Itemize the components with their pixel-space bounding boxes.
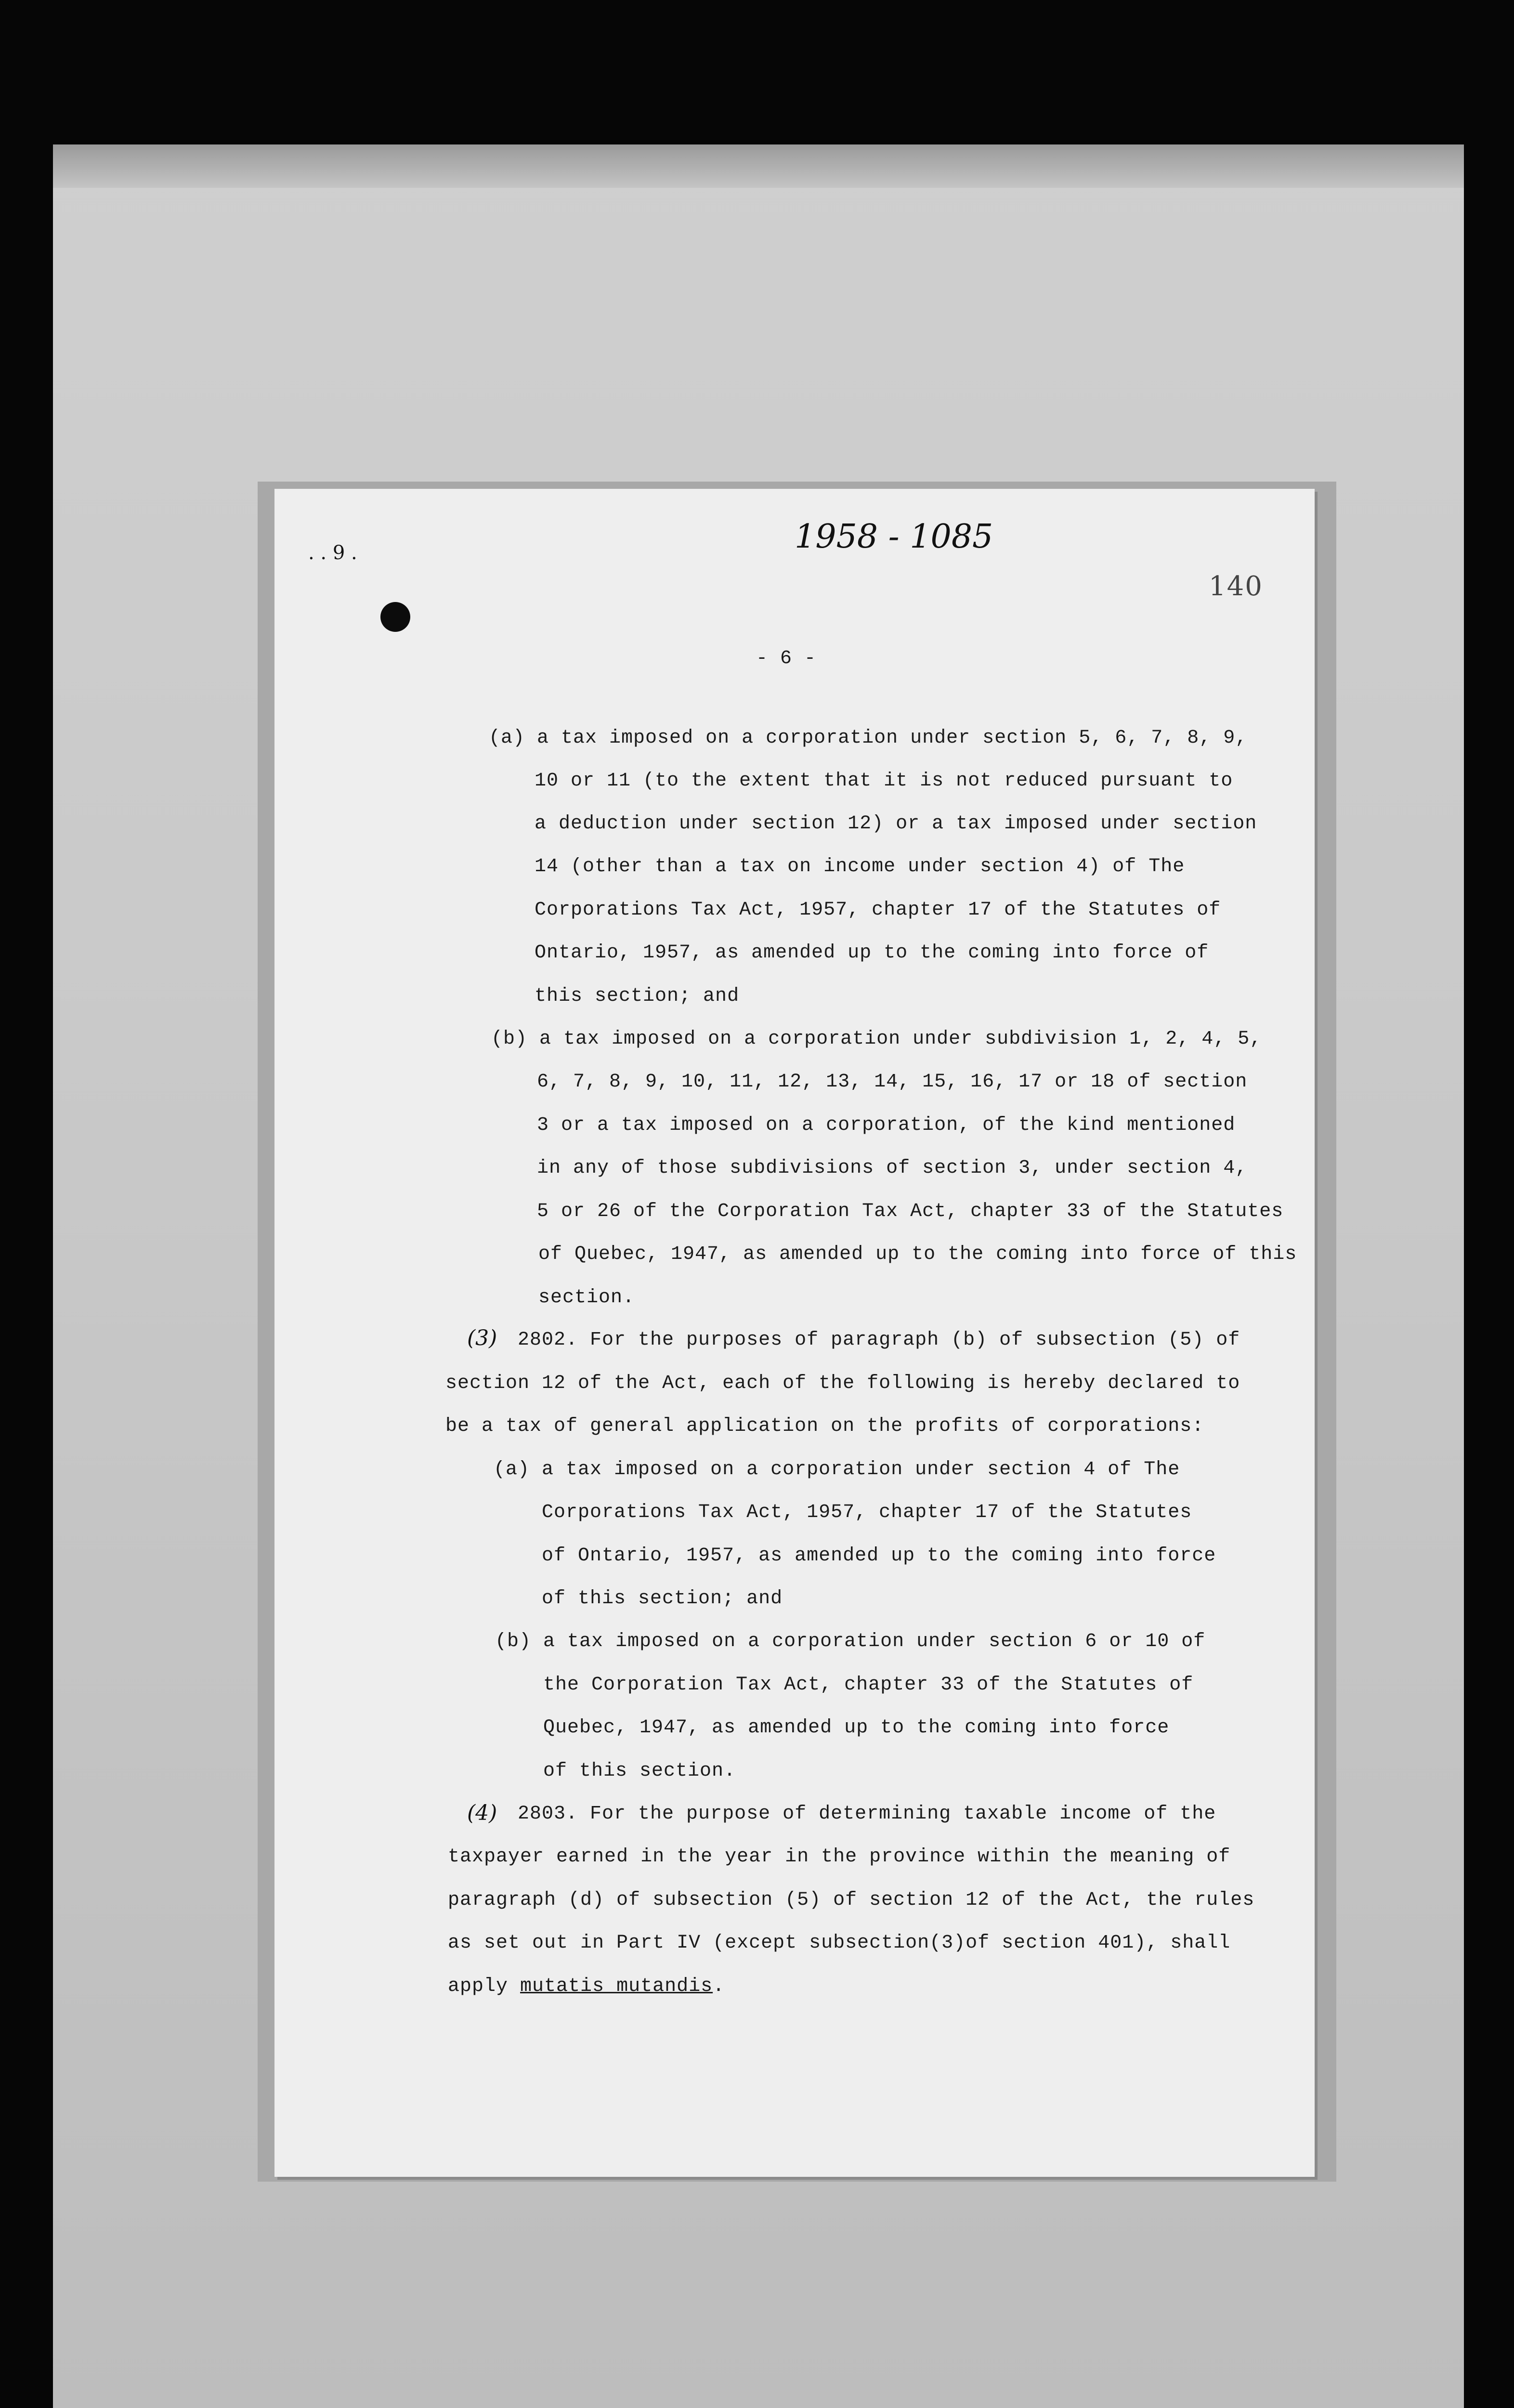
handwritten-number: 1958 - 1085 bbox=[795, 518, 993, 556]
frame-top-fold bbox=[53, 144, 1464, 188]
section-2802-b-line-1: (b) a tax imposed on a corporation under section 6 or 10 of bbox=[495, 1631, 1206, 1652]
final-period: . bbox=[713, 1976, 725, 1997]
section-2802-a-line-1: (a) a tax imposed on a corporation under section 4 of The bbox=[494, 1459, 1180, 1480]
para-a-line-2: 10 or 11 (to the extent that it is not reduced pursuant to bbox=[535, 770, 1233, 792]
section-2802-line-1: 2802. For the purposes of paragraph (b) of subsection (5) of bbox=[518, 1329, 1240, 1351]
section-2803-line-1: 2803. For the purpose of determining taxable income of the bbox=[518, 1803, 1216, 1825]
para-a-line-6: Ontario, 1957, as amended up to the coming into force of bbox=[535, 942, 1209, 964]
document-page bbox=[274, 489, 1315, 2177]
para-b-line-4: in any of those subdivisions of section 3, under section 4, bbox=[537, 1157, 1248, 1179]
para-a-line-3: a deduction under section 12) or a tax imposed under section bbox=[535, 813, 1257, 835]
section-2803-line-5 bbox=[448, 1977, 725, 1996]
para-a-line-4: 14 (other than a tax on income under section 4) of The bbox=[535, 856, 1185, 877]
para-b-line-2: 6, 7, 8, 9, 10, 11, 12, 13, 14, 15, 16, 17 or 18 of section bbox=[537, 1071, 1248, 1093]
section-2802-line-3: be a tax of general application on the profits of corporations: bbox=[445, 1415, 1204, 1437]
para-b-line-5: 5 or 26 of the Corporation Tax Act, chapter 33 of the Statutes bbox=[537, 1201, 1284, 1222]
section-2802-a-line-3: of Ontario, 1957, as amended up to the coming into force bbox=[542, 1545, 1216, 1567]
apply-text: apply bbox=[448, 1976, 521, 1997]
section-2803-line-4: as set out in Part IV (except subsection(3)of section 401), shall bbox=[448, 1932, 1231, 1954]
margin-note-2803: (4) bbox=[467, 1801, 497, 1825]
section-2803-line-3: paragraph (d) of subsection (5) of section 12 of the Act, the rules bbox=[448, 1889, 1255, 1911]
para-b-line-3: 3 or a tax imposed on a corporation, of the kind mentioned bbox=[537, 1114, 1236, 1136]
section-2802-a-line-2: Corporations Tax Act, 1957, chapter 17 of the Statutes bbox=[542, 1502, 1192, 1523]
punch-hole bbox=[380, 602, 410, 632]
section-2802-a-line-4: of this section; and bbox=[542, 1588, 783, 1610]
latin-phrase: mutatis mutandis bbox=[520, 1976, 713, 1997]
margin-note-2802: (3) bbox=[467, 1326, 497, 1350]
para-a-line-7: this section; and bbox=[535, 985, 740, 1007]
section-2802-b-line-4: of this section. bbox=[543, 1760, 736, 1782]
section-2802-b-line-2: the Corporation Tax Act, chapter 33 of the Statutes of bbox=[543, 1674, 1194, 1696]
para-b-line-7: section. bbox=[538, 1287, 635, 1309]
corner-marks: . . 9 . bbox=[308, 542, 357, 564]
para-a-line-1: (a) a tax imposed on a corporation under section 5, 6, 7, 8, 9, bbox=[489, 727, 1248, 749]
section-2803-line-2: taxpayer earned in the year in the province within the meaning of bbox=[448, 1846, 1231, 1868]
section-2802-line-2: section 12 of the Act, each of the following is hereby declared to bbox=[445, 1373, 1240, 1394]
para-b-line-1: (b) a tax imposed on a corporation under subdivision 1, 2, 4, 5, bbox=[491, 1028, 1262, 1050]
page-stamp-number: 140 bbox=[1209, 571, 1263, 602]
para-a-line-5: Corporations Tax Act, 1957, chapter 17 of the Statutes of bbox=[535, 899, 1221, 921]
section-2802-b-line-3: Quebec, 1947, as amended up to the coming into force bbox=[543, 1717, 1170, 1739]
para-b-line-6: of Quebec, 1947, as amended up to the coming into force of this bbox=[538, 1243, 1297, 1265]
page-number: - 6 - bbox=[756, 648, 817, 669]
